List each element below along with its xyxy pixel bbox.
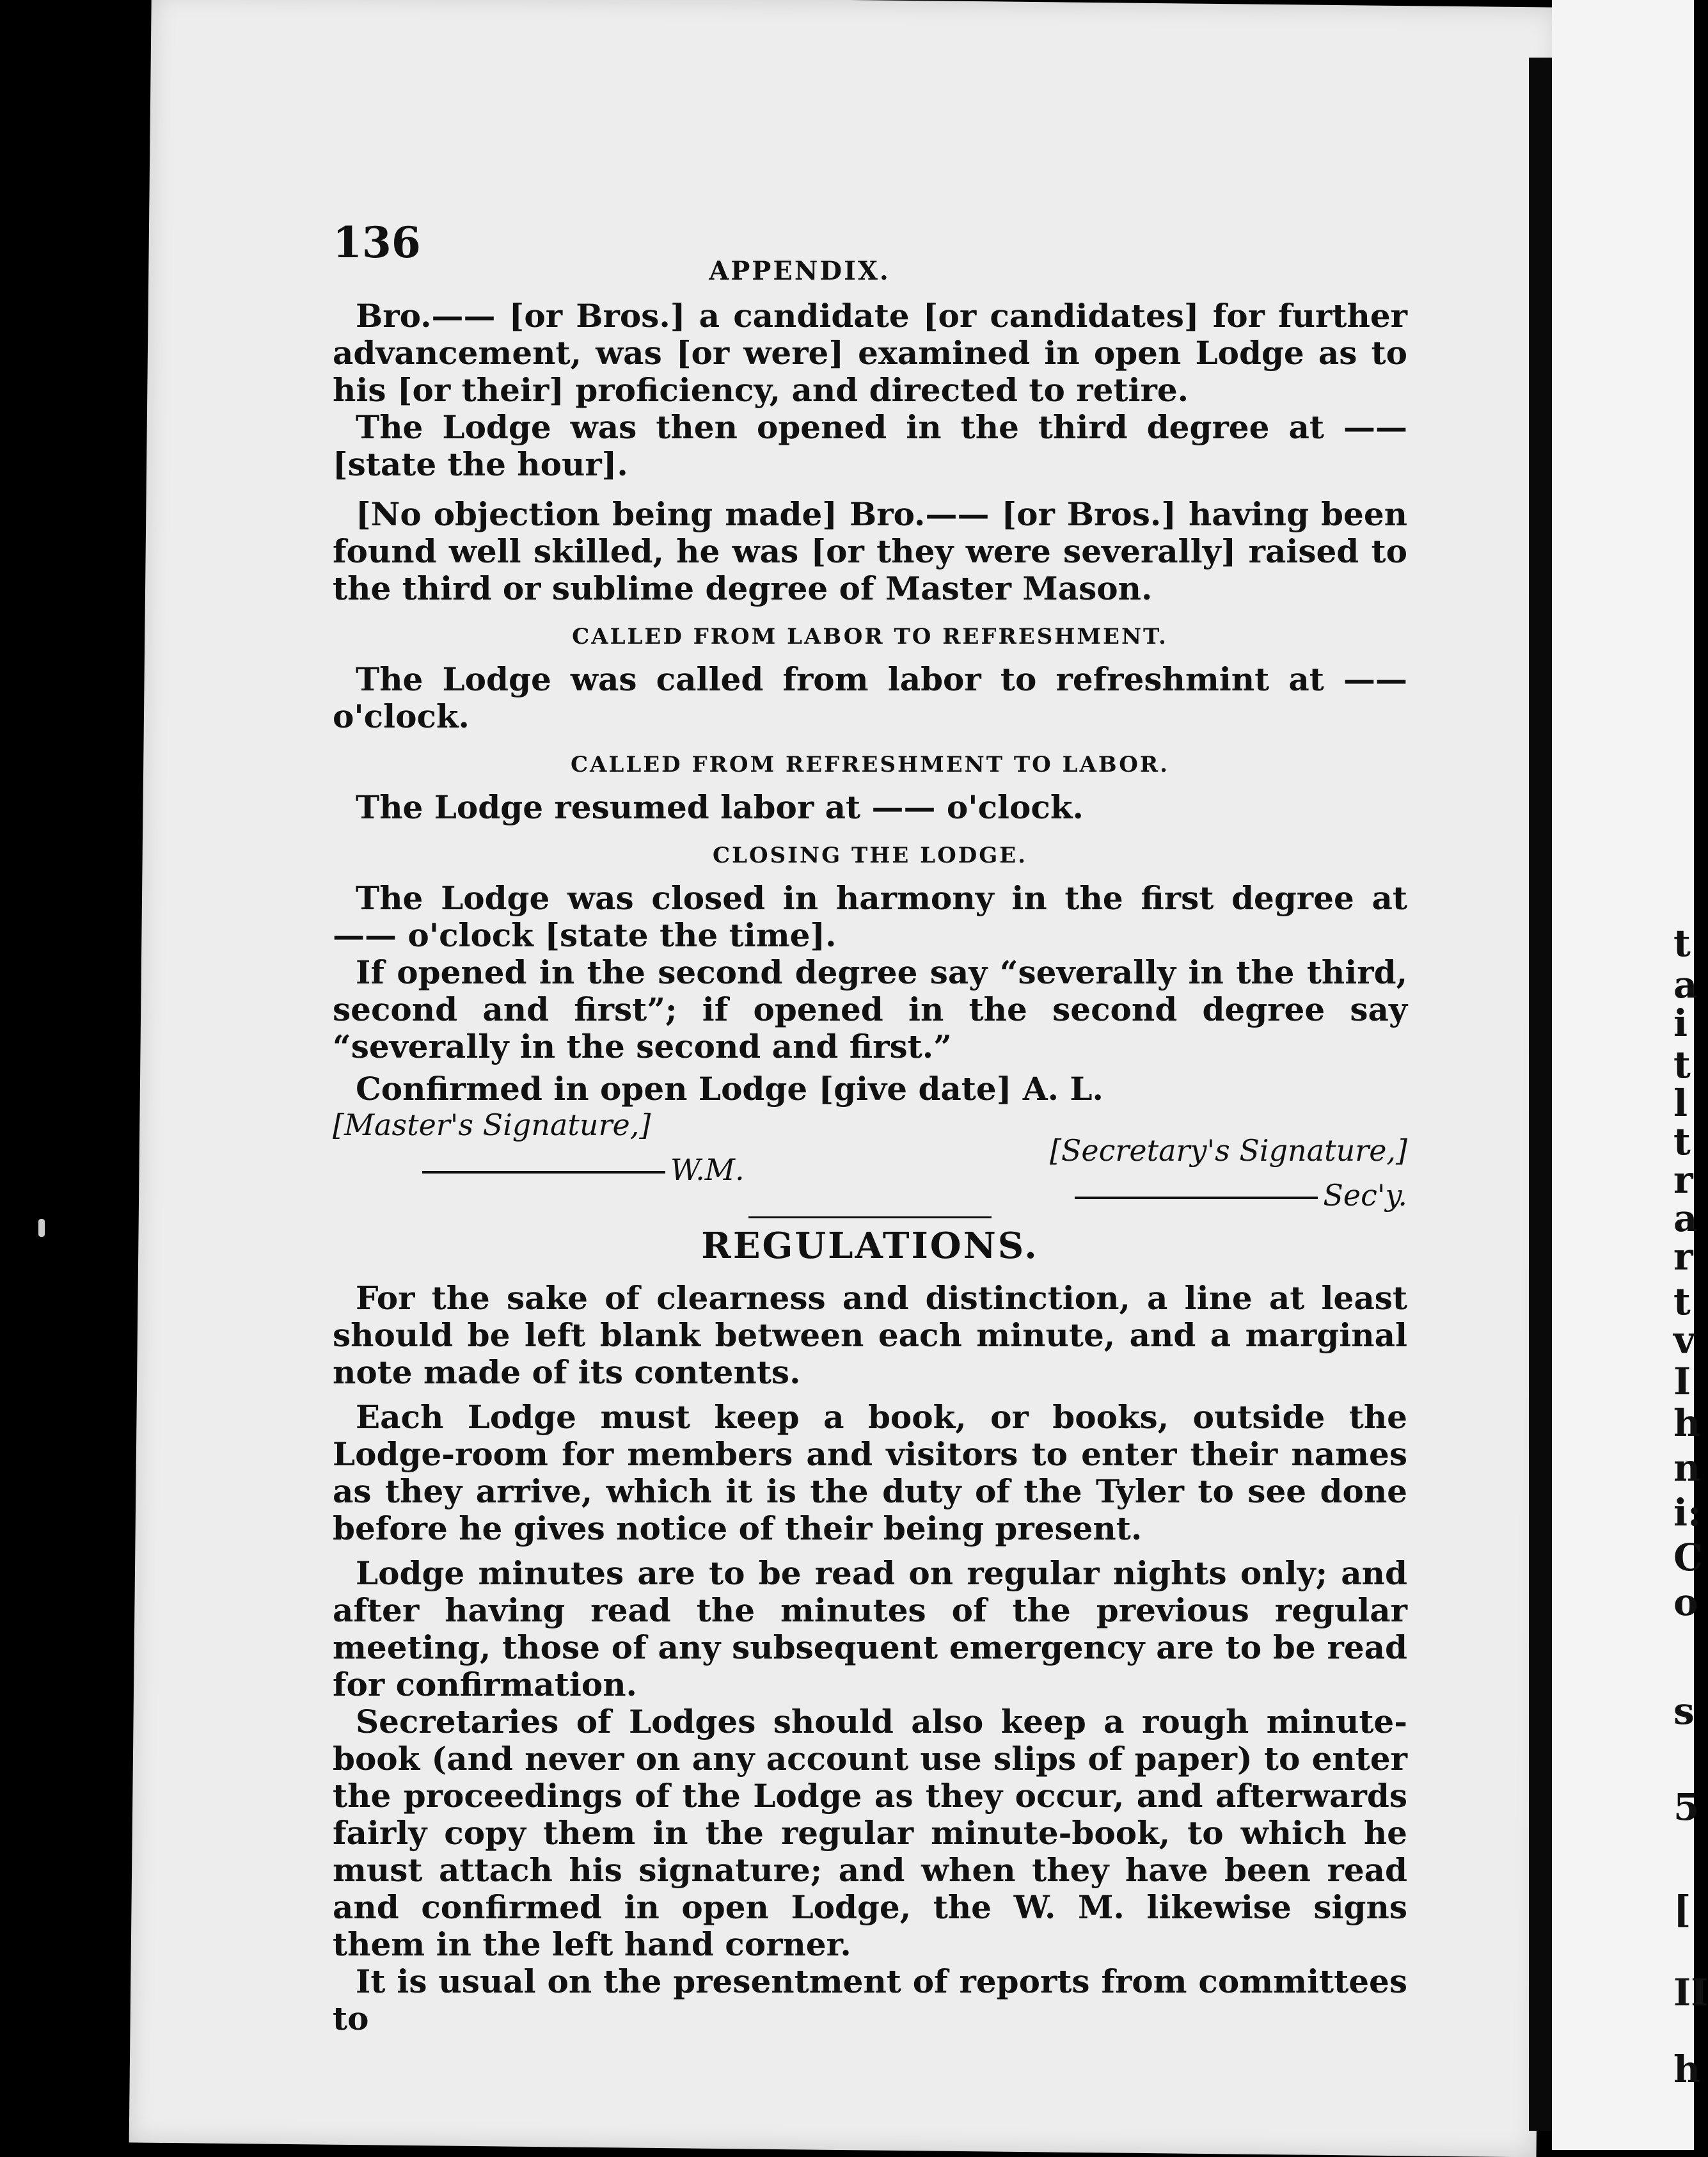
facing-fragment: r	[1673, 1158, 1693, 1202]
section-heading: CALLED FROM REFRESHMENT TO LABOR.	[570, 752, 1170, 777]
regulation-paragraph: Lodge minutes are to be read on regular nights only; and after having read the minutes of the previous regular meeting, those of any subsequent emergency are to be read for confirmation.	[333, 1554, 1407, 1703]
section-text: The Lodge was called from labor to refreshmint at —— o'clock.	[333, 660, 1407, 735]
secretary-signature-line	[1075, 1178, 1407, 1213]
section-text: The Lodge was closed in harmony in the first degree at —— o'clock [state the time].	[333, 879, 1407, 954]
regulations-heading: REGULATIONS.	[701, 1225, 1039, 1267]
facing-fragment: t	[1673, 1120, 1691, 1163]
facing-fragment: 5	[1673, 1785, 1700, 1829]
section-divider	[748, 1216, 992, 1218]
secretary-signature-suffix: Sec'y.	[1323, 1178, 1407, 1213]
facing-fragment: h	[1673, 1401, 1701, 1445]
regulation-paragraph: It is usual on the presentment of reports from committees to	[333, 1962, 1407, 2037]
signature-block	[333, 1108, 1407, 1213]
section-heading: CALLED FROM LABOR TO REFRESHMENT.	[572, 624, 1168, 649]
facing-fragment: [	[1673, 1888, 1691, 1931]
signature-rule	[1075, 1197, 1318, 1199]
facing-fragment: i:	[1673, 1491, 1702, 1534]
facing-fragment: l	[1673, 1081, 1688, 1125]
master-signature-line	[422, 1152, 745, 1187]
body-text	[333, 298, 1407, 2037]
regulation-paragraph: Each Lodge must keep a book, or books, outside the Lodge-room for members and visitors to enter their names as they arrive, which it is the duty of the Tyler to see done before he gives notice of their being present.	[333, 1398, 1407, 1547]
facing-fragment: I	[1673, 1360, 1691, 1403]
running-head: APPENDIX.	[709, 256, 890, 286]
facing-fragment: C	[1673, 1536, 1704, 1579]
master-signature-suffix: W.M.	[670, 1152, 745, 1187]
minute-paragraph: Bro.—— [or Bros.] a candidate [or candidates] for further advancement, was [or were] examined in open Lodge as to his [or their] proficiency, and directed to retire.	[333, 297, 1407, 409]
signature-rule	[422, 1171, 665, 1174]
facing-fragment: t	[1673, 1043, 1691, 1086]
minute-paragraph: [No objection being made] Bro.—— [or Bros.] having been found well skilled, he was [or they were severally] raised to the third or sublime degree of Master Mason.	[333, 495, 1407, 607]
facing-fragment: v	[1673, 1318, 1695, 1362]
facing-fragment: o	[1673, 1580, 1698, 1624]
facing-page-edge	[1552, 0, 1708, 2150]
secretary-signature-label: [Secretary's Signature,]	[1049, 1133, 1407, 1168]
section-heading: CLOSING THE LODGE.	[713, 843, 1027, 868]
facing-fragment: s	[1673, 1689, 1695, 1733]
page-content	[192, 218, 1407, 2037]
scan-artifact	[38, 1219, 45, 1237]
regulation-paragraph: Secretaries of Lodges should also keep a rough minute-book (and never on any account use slips of paper) to enter the proceedings of the Lodge as they occur, and afterwards fairly copy them in the regular minute-book, to which he must attach his signature; and when they have been read and confirmed in open Lodge, the W. M. likewise signs them in the left hand corner.	[333, 1703, 1407, 1963]
book-gutter	[1529, 58, 1552, 2131]
regulation-paragraph: For the sake of clearness and distinction, a line at least should be left blank between each minute, and a marginal note made of its contents.	[333, 1279, 1407, 1391]
section-text: The Lodge resumed labor at —— o'clock.	[356, 788, 1084, 826]
facing-fragment: i	[1673, 1001, 1688, 1045]
page-number: 136	[333, 218, 421, 267]
minute-paragraph: The Lodge was then opened in the third degree at —— [state the hour].	[333, 408, 1407, 483]
facing-fragment: n	[1673, 1446, 1701, 1490]
page-header	[192, 218, 1407, 288]
facing-fragment: t	[1673, 1280, 1691, 1323]
facing-fragment: a	[1673, 963, 1698, 1007]
facing-fragment: h	[1673, 2048, 1701, 2091]
closing-note: If opened in the second degree say “severally in the third, second and first”; if opened in the second degree say “severally in the second and first.”	[333, 953, 1407, 1065]
facing-fragment: a	[1673, 1197, 1698, 1240]
confirmation-line: Confirmed in open Lodge [give date] A. L.	[356, 1070, 1103, 1108]
master-signature-label: [Master's Signature,]	[333, 1108, 651, 1142]
facing-fragment: r	[1673, 1235, 1693, 1278]
facing-fragment: II	[1673, 1971, 1708, 2014]
facing-fragment: t	[1673, 921, 1691, 965]
